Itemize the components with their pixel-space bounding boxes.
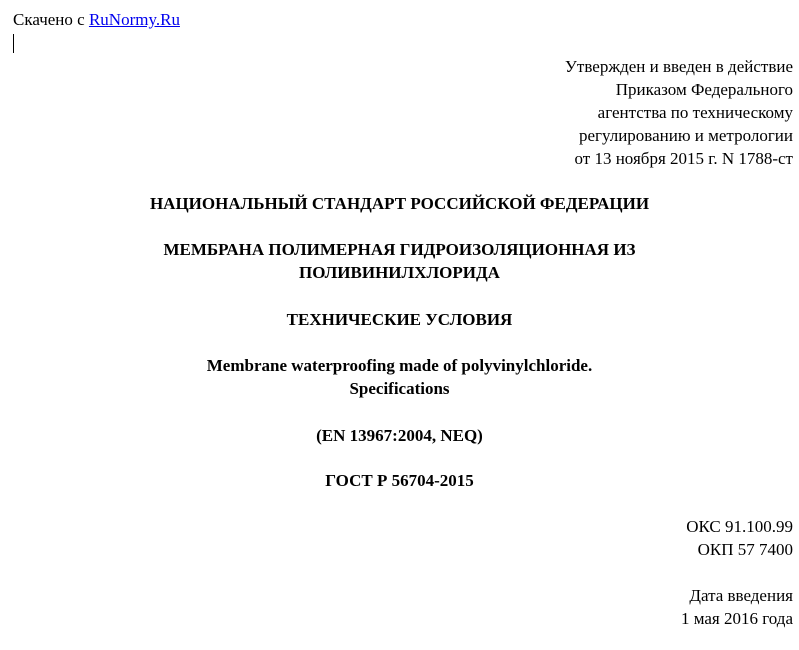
standard-name-line: ПОЛИВИНИЛХЛОРИДА xyxy=(299,263,500,282)
standard-name-heading xyxy=(0,238,799,284)
designation-heading xyxy=(0,469,799,492)
introduction-label: Дата введения xyxy=(689,586,793,605)
oks-code: ОКС 91.100.99 xyxy=(686,517,793,536)
reference-text: (EN 13967:2004, NEQ) xyxy=(316,426,483,445)
english-title-line: Membrane waterproofing made of polyvinylchloride. xyxy=(206,356,593,375)
reference-heading xyxy=(0,424,799,447)
designation-text: ГОСТ Р 56704-2015 xyxy=(325,471,474,490)
subtitle-heading xyxy=(0,308,799,331)
approval-block xyxy=(565,55,793,170)
introduction-date: 1 мая 2016 года xyxy=(680,609,793,628)
source-line xyxy=(13,8,180,31)
english-title-heading xyxy=(0,354,799,400)
source-link[interactable]: RuNormy.Ru xyxy=(88,10,180,29)
approval-line: агентства по техническому xyxy=(597,103,793,122)
english-title-line: Specifications xyxy=(349,379,450,398)
text-cursor xyxy=(13,34,14,53)
approval-line: от 13 ноября 2015 г. N 1788-ст xyxy=(574,149,793,168)
classification-block xyxy=(686,515,793,561)
approval-line: Утвержден и введен в действие xyxy=(564,57,793,76)
subtitle-text: ТЕХНИЧЕСКИЕ УСЛОВИЯ xyxy=(286,310,513,329)
standard-type-text: НАЦИОНАЛЬНЫЙ СТАНДАРТ РОССИЙСКОЙ ФЕДЕРАЦИИ xyxy=(149,194,650,213)
standard-name-line: МЕМБРАНА ПОЛИМЕРНАЯ ГИДРОИЗОЛЯЦИОННАЯ ИЗ xyxy=(163,240,636,259)
approval-line: Приказом Федерального xyxy=(615,80,793,99)
source-prefix: Скачено с xyxy=(13,10,89,29)
approval-line: регулированию и метрологии xyxy=(578,126,793,145)
okp-code: ОКП 57 7400 xyxy=(697,540,793,559)
introduction-block xyxy=(681,584,793,630)
standard-type-heading xyxy=(0,192,799,215)
